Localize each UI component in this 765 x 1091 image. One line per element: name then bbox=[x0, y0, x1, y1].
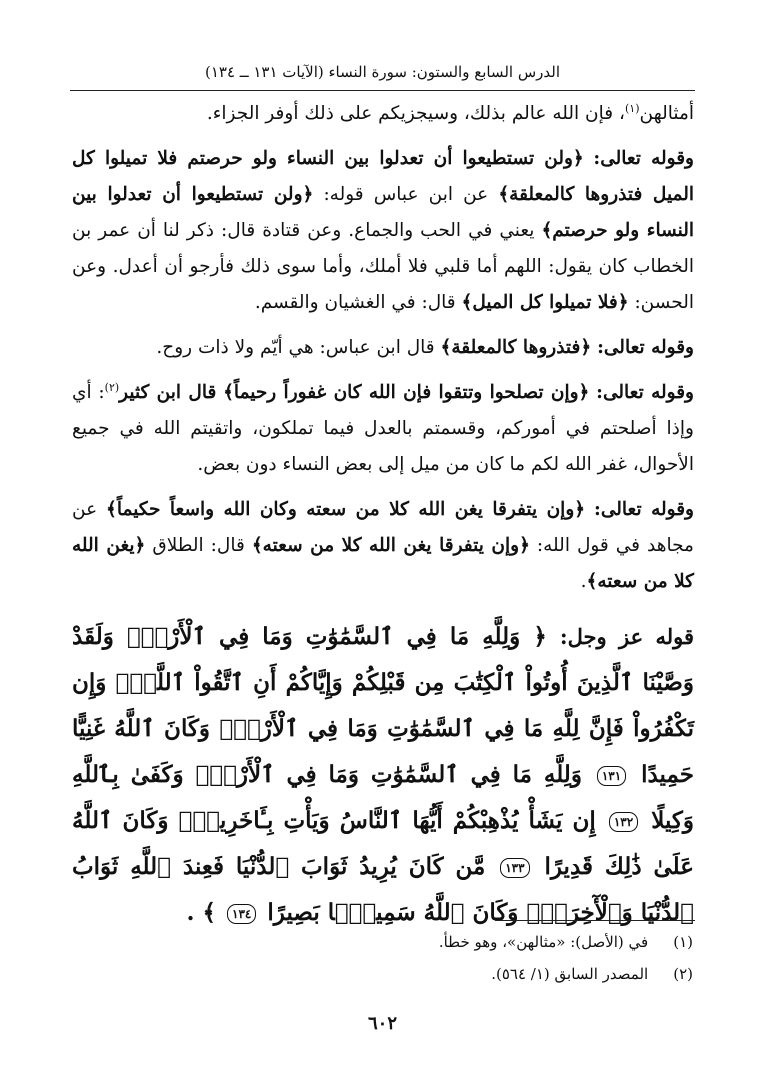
paragraph-yatafarraqa bbox=[72, 492, 694, 600]
text: عن مجاهد في قول الله: bbox=[72, 499, 694, 556]
page-number: ٦٠٢ bbox=[367, 1013, 397, 1034]
quran-quote: ﴿ولن تستطيعوا أن تعدلوا بين النساء ولو حرصتم فلا تميلوا كل الميل فتذروها كالمعلقة﴾ bbox=[72, 148, 695, 205]
lead-phrase: وقوله تعالى: bbox=[594, 499, 694, 520]
quran-quote: ﴿فلا تميلوا كل الميل﴾ bbox=[461, 292, 629, 313]
footnote-divider bbox=[495, 920, 695, 921]
ayah-number-marker: ١٣١ bbox=[597, 766, 626, 786]
footnote-number: (٢) bbox=[673, 965, 693, 983]
verse-text: ﴿ وَلِلَّهِ مَا فِي ٱلسَّمَٰوَٰتِ وَمَا فِي ٱلْأَرْضِۗ وَلَقَدْ وَصَّيْنَا ٱلَّذِينَ أُوتُواْ ٱلْكِتَٰبَ مِن قَبْلِكُمْ وَإِيَّاكُمْ أَنِ ٱتَّقُواْ ٱللَّهَۚ وَإِن تَكْفُرُواْ فَإِنَّ لِلَّهِ مَا فِي ٱلسَّمَٰوَٰتِ وَمَا فِي ٱلْأَرْضِۚ وَكَانَ ٱللَّهُ غَنِيًّا حَمِيدًا bbox=[72, 623, 694, 788]
text: قال: الطلاق bbox=[152, 535, 245, 556]
page-body bbox=[72, 96, 694, 959]
running-header: الدرس السابع والستون: سورة النساء (الآيات ١٣١ ــ ١٣٤) bbox=[205, 63, 560, 81]
text: ، فإن الله عالم بذلك، وسيجزيكم على ذلك أوفر الجزاء. bbox=[206, 103, 625, 124]
quran-quote: ﴿وإن تصلحوا وتتقوا فإن الله كان غفوراً رحيماً﴾ bbox=[223, 382, 590, 403]
footnote-item bbox=[71, 926, 693, 958]
text: أمثالهن bbox=[639, 103, 694, 124]
ayah-number-marker: ١٣٣ bbox=[500, 858, 529, 878]
footnote-item bbox=[71, 958, 693, 990]
ayah-number-marker: ١٣٤ bbox=[227, 904, 256, 924]
lead-phrase: قال ابن كثير bbox=[119, 382, 217, 403]
footnote-ref-2[interactable]: (٢) bbox=[104, 380, 120, 394]
quran-quote: ﴿وإن يتفرقا يغن الله كلا من سعته﴾ bbox=[251, 535, 530, 556]
quran-verse-block bbox=[72, 614, 694, 936]
quran-quote: ﴿ولن تستطيعوا أن تعدلوا بين النساء ولو حرصتم﴾ bbox=[72, 184, 695, 241]
quran-quote: ﴿يغن الله كلا من سعته﴾ bbox=[72, 535, 694, 592]
footnotes bbox=[71, 926, 693, 990]
verse-text: مَّن كَانَ يُرِيدُ ثَوَابَ ٱلدُّنْيَا فَعِندَ ٱللَّهِ ثَوَابُ ٱلدُّنْيَا وَٱلْأٓخِرَةِۚ وَكَانَ ٱللَّهُ سَمِيعًۢا بَصِيرًا bbox=[72, 853, 694, 926]
paragraph-verse-129 bbox=[72, 141, 694, 321]
header-divider bbox=[70, 90, 695, 91]
text: قال ابن عباس: هي أيّم ولا ذات روح. bbox=[156, 337, 435, 358]
footnote-text: في (الأصل): «مثالهن»، وهو خطأ. bbox=[438, 933, 649, 951]
lead-phrase: قوله عز وجل: bbox=[559, 624, 695, 649]
footnote-text: المصدر السابق (١/ ٥٦٤). bbox=[491, 965, 649, 983]
ayah-number-marker: ١٣٢ bbox=[609, 812, 638, 832]
verse-text: وَلِلَّهِ مَا فِي ٱلسَّمَٰوَٰتِ وَمَا فِي ٱلْأَرْضِۚ وَكَفَىٰ بِٱللَّهِ وَكِيلًا bbox=[72, 761, 694, 834]
quran-quote: ﴿فتذروها كالمعلقة﴾ bbox=[440, 337, 592, 358]
quran-quote: ﴿وإن يتفرقا يغن الله كلا من سعته وكان الله واسعاً حكيماً﴾ bbox=[106, 499, 586, 520]
verse-closing: ﴾ . bbox=[186, 899, 216, 926]
paragraph-continuation bbox=[72, 96, 694, 132]
text: يعني في الحب والجماع. وعن قتادة قال: ذكر لنا أن عمر بن الخطاب كان يقول: اللهم أما قلبي فلا أملك، وأما سوى ذلك فأرجو أن أعدل. وعن الحسن: bbox=[72, 220, 694, 313]
text: . bbox=[580, 571, 587, 592]
lead-phrase: وقوله تعالى: bbox=[597, 337, 694, 358]
paragraph-muallaqa bbox=[72, 330, 694, 366]
verse-text: إِن يَشَأْ يُذْهِبْكُمْ أَيُّهَا ٱلنَّاسُ وَيَأْتِ بِـَٔاخَرِينَۚ وَكَانَ ٱللَّهُ عَلَىٰ ذَٰلِكَ قَدِيرًا bbox=[72, 807, 694, 880]
lead-phrase: وقوله تعالى: bbox=[593, 148, 694, 169]
footnote-number: (١) bbox=[673, 933, 693, 951]
text: عن ابن عباس قوله: bbox=[323, 184, 489, 205]
paragraph-tuslihu bbox=[72, 375, 694, 483]
text: : أي وإذا أصلحتم في أموركم، وقسمتم بالعدل فيما تملكون، واتقيتم الله في جميع الأحوال، غفر الله لكم ما كان من ميل إلى بعض النساء دون بعض. bbox=[72, 382, 694, 475]
lead-phrase: وقوله تعالى: bbox=[596, 382, 694, 403]
footnote-ref-1[interactable]: (١) bbox=[624, 101, 640, 115]
text: قال: في الغشيان والقسم. bbox=[254, 292, 456, 313]
